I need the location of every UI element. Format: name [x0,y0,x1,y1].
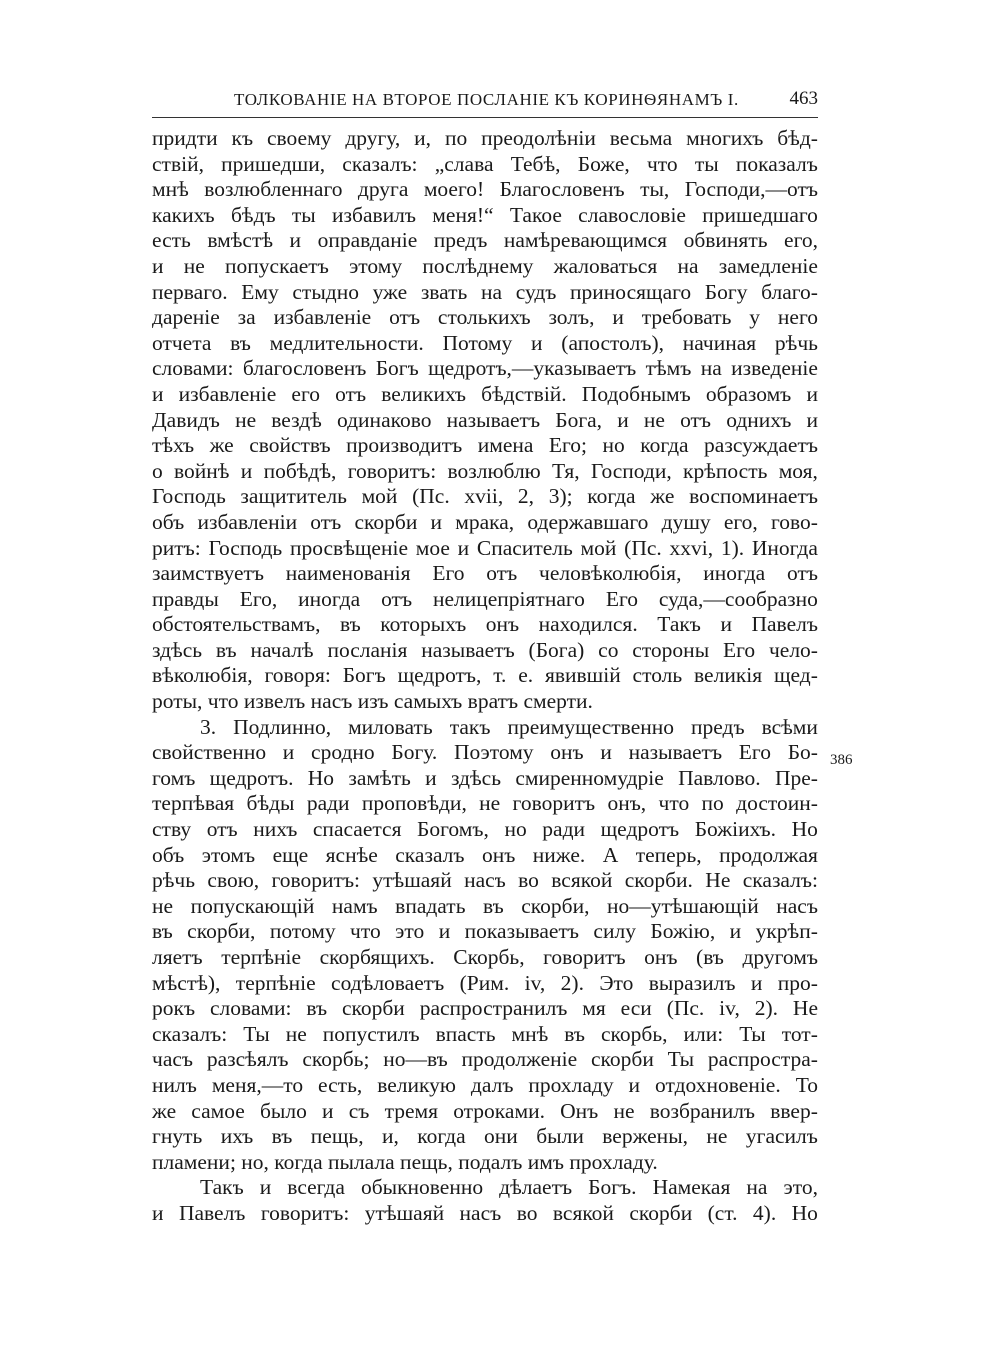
text-line: отчета въ медлительности. Потому и (апостолъ), начиная рѣчь [152,330,818,355]
text-line: же самое было и съ тремя отроками. Онъ не возбранилъ ввер- [152,1098,818,1123]
margin-number: 386 [830,752,853,768]
text-line: и избавленіе его отъ великихъ бѣдствій. Подобнымъ образомъ и [152,381,818,406]
text-line: придти къ своему другу, и, по преодолѣніи весьма многихъ бѣд- [152,126,818,150]
text-line: въ скорби, потому что это и показываетъ силу Божію, и укрѣп- [152,919,818,944]
text-line: ляетъ терпѣніе скорбящихъ. Скорбь, говоритъ онъ (въ другомъ [152,945,818,969]
text-line: ству отъ нихъ спасается Богомъ, но ради щедротъ Божіихъ. Но [152,817,818,842]
running-title: ТОЛКОВАНІЕ НА ВТОРОЕ ПОСЛАНІЕ КЪ КОРИНѲЯНАМЪ I. [234,90,739,109]
text-line: ритъ: Господь просвѣщеніе мое и Спаситель мой (Пс. xxvi, 1). Иногда [152,535,818,560]
text-line: ствій, пришедши, сказалъ: „слава Тебѣ, Боже, что ты показалъ [152,151,818,176]
text-line: гомъ щедротъ. Но замѣть и здѣсь смиренномудріе Павлово. Пре- [152,765,818,790]
text-line: объ избавленіи отъ скорби и мрака, одержавшаго душу его, гово- [152,509,818,534]
text-line: словами: благословенъ Богъ щедротъ,—указываетъ тѣмъ на изведеніе [152,356,818,381]
text-line: 3. Подлинно, миловать такъ преимущественно предъ всѣми [200,714,818,739]
text-line: правды Его, иногда отъ нелицепріятнаго Его суда,—сообразно [152,586,818,611]
text-line: рѣчь свою, говоритъ: утѣшаяй насъ во всякой скорби. Не сказалъ: [152,868,818,893]
text-line: терпѣвая бѣды ради проповѣди, не говоритъ онъ, что по достоин- [152,791,818,816]
text-line: есть вмѣстѣ и оправданіе предъ намѣревающимся обвинять его, [152,228,818,253]
text-line: заимствуетъ наименованія Его отъ человѣколюбія, иногда отъ [152,561,818,586]
text-line: и Павелъ говоритъ: утѣшаяй насъ во всякой скорби (ст. 4). Но [152,1200,818,1225]
text-line: объ этомъ еще яснѣе сказалъ онъ ниже. А теперь, продолжая [152,842,818,867]
text-line: обстоятельствамъ, въ которыхъ онъ находился. Такъ и Павелъ [152,612,818,637]
text-line: о войнѣ и побѣдѣ, говоритъ: возлюблю Тя, Господи, крѣпость моя, [152,458,818,483]
text-line: часъ разсѣялъ скорбь; но—въ продолженіе скорби Ты распростра- [152,1047,818,1072]
text-line: здѣсь въ началѣ посланія называетъ (Бога) со стороны Его чело- [152,637,818,662]
text-line: какихъ бѣдъ ты избавилъ меня!“ Такое славословіе пришедшаго [152,202,818,227]
body-text [152,126,818,1227]
page-header [152,90,820,114]
text-line: пламени; но, когда пылала пещь, подалъ имъ прохладу. [152,1149,658,1174]
text-line: роты, что извелъ насъ изъ самыхъ вратъ смерти. [152,689,593,714]
text-line: и не попускаетъ этому послѣднему жаловаться на замедленіе [152,253,818,278]
text-line: вѣколюбія, говоря: Богъ щедротъ, т. е. явившій столь великія щед- [152,663,818,688]
text-line: Господь защититель мой (Пс. xvii, 2, 3); когда же воспоминаетъ [152,484,818,509]
text-line: Давидъ не вездѣ одинаково называетъ Бога, и не отъ однихъ и [152,407,818,432]
text-line: свойственно и сродно Богу. Поэтому онъ и называетъ Его Бо- [152,740,818,765]
text-line: тѣхъ же свойствъ производитъ имена Его; но когда разсуждаетъ [152,433,818,458]
text-line: рокъ словами: въ скорби распространилъ мя еси (Пс. iv, 2). Не [152,996,818,1021]
header-rule [152,117,818,118]
text-line: не попускающій намъ впадать въ скорби, но—утѣшающій насъ [152,893,818,918]
text-line: сказалъ: Ты не попустилъ впасть мнѣ въ скорбь, или: Ты тот- [152,1021,818,1046]
text-line: перваго. Ему стыдно уже звать на судъ приносящаго Богу благо- [152,279,818,304]
page-number: 463 [789,88,818,109]
text-line: гнуть ихъ въ пещь, и, когда они были вержены, не угасилъ [152,1124,818,1149]
text-line: мѣстѣ), терпѣніе содѣловаетъ (Рим. iv, 2). Это выразилъ и про- [152,970,818,995]
text-line: дареніе за избавленіе отъ столькихъ золъ, и требовать у него [152,305,818,330]
text-line: Такъ и всегда обыкновенно дѣлаетъ Богъ. Намекая на это, [200,1175,818,1200]
text-line: мнѣ возлюбленнаго друга моего! Благословенъ ты, Господи,—отъ [152,177,818,202]
text-line: нилъ меня,—то есть, великую далъ прохладу и отдохновеніе. То [152,1072,818,1097]
